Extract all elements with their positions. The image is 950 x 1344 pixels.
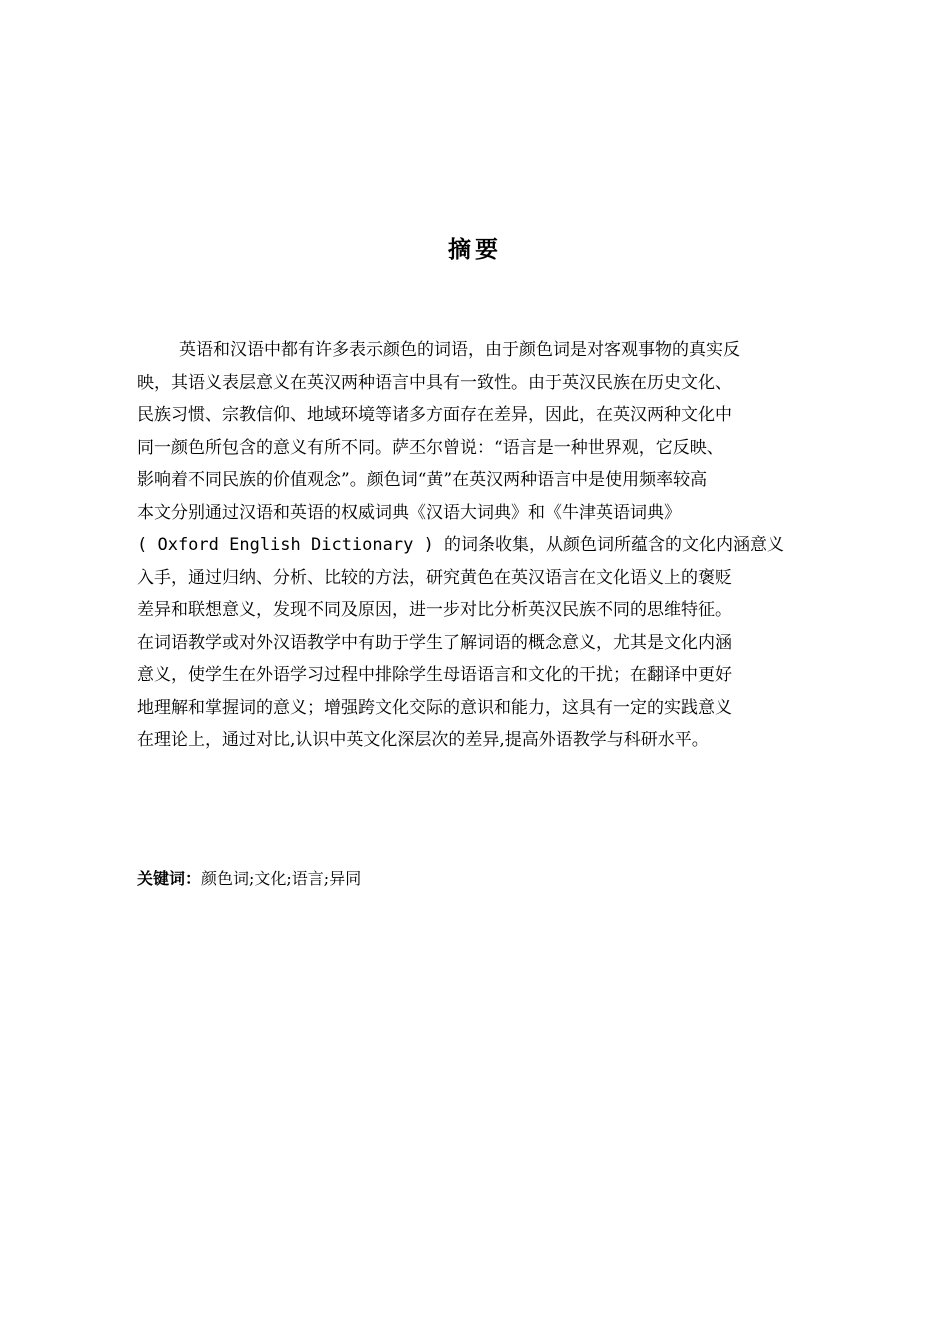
abstract-line: 差异和联想意义，发现不同及原因，进一步对比分析英汉民族不同的思维特征。 [137, 600, 732, 620]
page-title: 摘要 [448, 237, 502, 263]
abstract-line: 在理论上，通过对比,认识中英文化深层次的差异,提高外语教学与科研水平。 [137, 730, 709, 750]
abstract-line: 英语和汉语中都有许多表示颜色的词语，由于颜色词是对客观事物的真实反 [179, 340, 740, 360]
abstract-line: 地理解和掌握词的意义；增强跨文化交际的意识和能力，这具有一定的实践意义 [137, 697, 732, 718]
abstract-line: ( Oxford English Dictionary ) 的词条收集，从颜色词所蕴含的文化内涵意义 [137, 535, 785, 555]
abstract-line: 影响着不同民族的价值观念”。颜色词“黄”在英汉两种语言中是使用频率较高 [137, 470, 708, 490]
abstract-line: 民族习惯、宗教信仰、地域环境等诸多方面存在差异，因此，在英汉两种文化中 [137, 405, 732, 425]
abstract-line: 在词语教学或对外汉语教学中有助于学生了解词语的概念意义，尤其是文化内涵 [137, 632, 732, 653]
abstract-body [137, 334, 817, 757]
keywords-line [137, 864, 361, 894]
keywords-values: 颜色词;文化;语言;异同 [201, 869, 362, 888]
abstract-line: 本文分别通过汉语和英语的权威词典《汉语大词典》和《牛津英语词典》 [137, 502, 681, 523]
keywords-label: 关键词： [137, 869, 202, 888]
abstract-line: 同一颜色所包含的意义有所不同。萨丕尔曾说：“语言是一种世界观，它反映、 [137, 437, 724, 458]
abstract-line: 入手，通过归纳、分析、比较的方法，研究黄色在英汉语言在文化语义上的褒贬 [137, 567, 732, 588]
abstract-line: 映，其语义表层意义在英汉两种语言中具有一致性。由于英汉民族在历史文化、 [137, 372, 732, 393]
abstract-line: 意义，使学生在外语学习过程中排除学生母语语言和文化的干扰；在翻译中更好 [137, 665, 732, 685]
